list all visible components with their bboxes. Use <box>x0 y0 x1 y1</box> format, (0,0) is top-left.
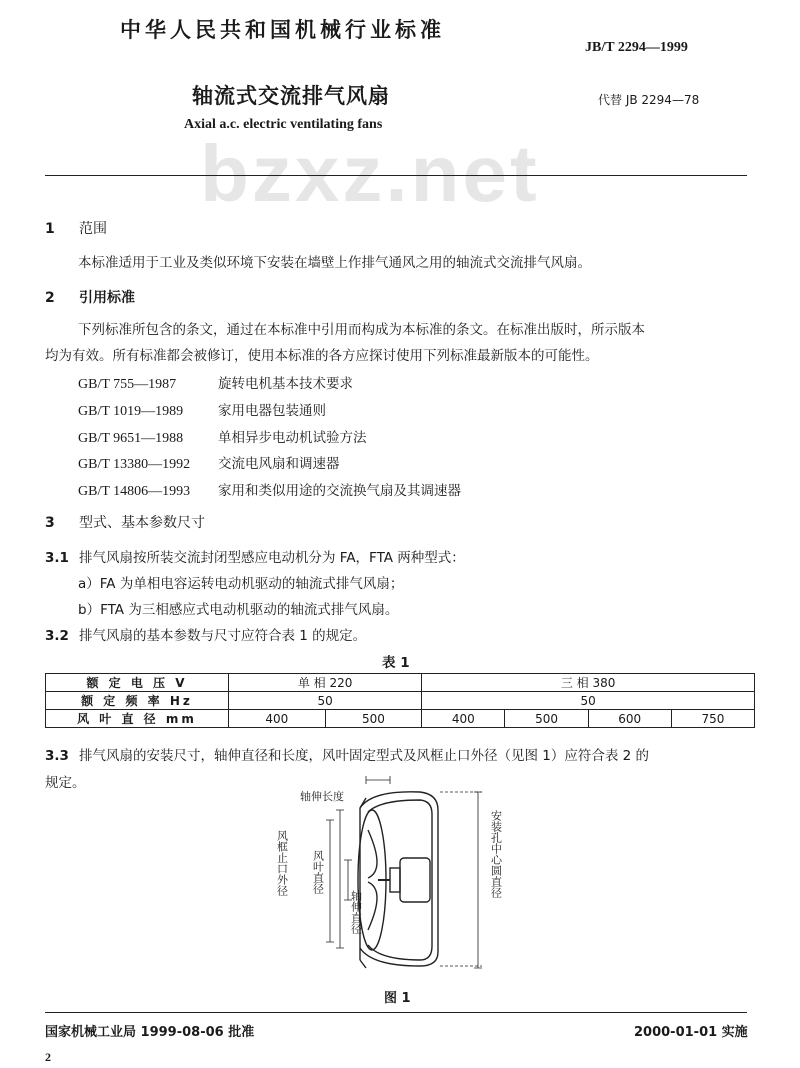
reference-code: GB/T 755—1987 <box>78 377 177 392</box>
table-row <box>46 710 755 728</box>
page-number: 2 <box>45 1050 51 1064</box>
document-title-en: Axial a.c. electric ventilating fans <box>184 117 383 132</box>
header-divider <box>45 175 747 176</box>
table-cell-diameter: 500 <box>325 710 422 728</box>
implementation-date: 2000-01-01 实施 <box>634 1025 748 1040</box>
reference-title: 旋转电机基本技术要求 <box>218 376 353 392</box>
replaces-standard: 代替 JB 2294—78 <box>598 93 700 107</box>
reference-code: GB/T 13380—1992 <box>78 457 191 472</box>
clause-3-1 <box>45 546 465 566</box>
section-3-heading <box>45 512 205 532</box>
figure-1-fan-drawing <box>260 770 520 980</box>
table-cell-diameter: 600 <box>588 710 671 728</box>
reference-title: 单相异步电动机试验方法 <box>218 430 367 446</box>
table-1 <box>45 673 755 728</box>
reference-item <box>78 399 326 420</box>
table-cell-diameter: 400 <box>229 710 326 728</box>
clause-3-3-text: 排气风扇的安装尺寸，轴伸直径和长度，风叶固定型式及风框止口外径（见图 1）应符合表 2 的 <box>79 748 650 764</box>
clause-3-1-text: 排气风扇按所装交流封闭型感应电动机分为 FA，FTA 两种型式： <box>79 550 465 566</box>
table-cell-diameter: 400 <box>422 710 505 728</box>
section-2-title: 引用标准 <box>79 290 135 306</box>
frame-diameter-dim <box>336 810 344 948</box>
figure-1-caption: 图 1 <box>384 991 411 1006</box>
clause-3-3-continuation: 规定。 <box>45 775 86 791</box>
issuing-organization: 中华人民共和国机械行业标准 <box>120 18 445 42</box>
clause-3-2-text: 排气风扇的基本参数与尺寸应符合表 1 的规定。 <box>79 628 367 644</box>
reference-code: GB/T 9651—1988 <box>78 431 184 446</box>
reference-item <box>78 426 367 447</box>
section-2-body-line2: 均为有效。所有标准都会被修订，使用本标准的各方应探讨使用下列标准最新版本的可能性。 <box>45 348 599 364</box>
reference-item <box>78 479 461 500</box>
shaft-length-dim <box>366 776 390 784</box>
blade-diameter-dim <box>326 820 334 942</box>
figure-label-blade-diameter: 风叶直径 <box>311 850 325 894</box>
section-2-number: 2 <box>45 290 55 306</box>
table-cell-diameter-label: 风 叶 直 径 mm <box>46 710 229 728</box>
clause-3-3-number: 3.3 <box>45 748 69 764</box>
watermark: bzxz.net <box>200 129 540 218</box>
table-cell-single-phase: 单 相 220 <box>229 674 422 692</box>
motor-neck <box>390 868 400 892</box>
section-1-body: 本标准适用于工业及类似环境下安装在墙壁上作排气通风之用的轴流式交流排气风扇。 <box>78 255 591 271</box>
reference-item <box>78 372 353 393</box>
table-cell-voltage-label: 额 定 电 压 V <box>46 674 229 692</box>
table-cell-frequency-single: 50 <box>229 692 422 710</box>
figure-label-frame-diameter: 风框止口外径 <box>275 830 289 896</box>
approval-info: 国家机械工业局 1999-08-06 批准 <box>45 1025 255 1040</box>
section-3-title: 型式、基本参数尺寸 <box>79 515 205 531</box>
reference-title: 家用和类似用途的交流换气扇及其调速器 <box>218 483 461 499</box>
reference-title: 家用电器包装通则 <box>218 403 326 419</box>
figure-label-shaft-length: 轴伸长度 <box>300 790 344 803</box>
clause-3-3 <box>45 744 649 764</box>
fan-blade <box>368 830 377 930</box>
document-title-cn: 轴流式交流排气风扇 <box>192 84 390 108</box>
motor-body <box>400 858 430 902</box>
table-cell-diameter: 750 <box>671 710 754 728</box>
table-cell-frequency-label: 额 定 频 率 Hz <box>46 692 229 710</box>
section-1-title: 范围 <box>79 221 107 237</box>
section-2-body-line1: 下列标准所包含的条文，通过在本标准中引用而构成为本标准的条文。在标准出版时，所示版本 <box>78 322 645 338</box>
table-1-caption: 表 1 <box>382 655 410 671</box>
reference-title: 交流电风扇和调速器 <box>218 456 340 472</box>
clause-3-2 <box>45 624 366 644</box>
section-2-heading <box>45 287 135 307</box>
figure-label-shaft-diameter: 轴伸直径 <box>349 890 363 934</box>
clause-3-1-number: 3.1 <box>45 550 69 566</box>
standard-code: JB/T 2294—1999 <box>585 40 688 55</box>
clause-3-2-number: 3.2 <box>45 628 69 644</box>
reference-item <box>78 452 340 473</box>
reference-code: GB/T 14806—1993 <box>78 484 191 499</box>
list-item-b: b）FTA 为三相感应式电动机驱动的轴流式排气风扇。 <box>78 602 399 618</box>
mount-diameter-dim <box>474 792 482 968</box>
reference-code: GB/T 1019—1989 <box>78 404 184 419</box>
figure-label-mount-diameter: 安装孔中心圆直径 <box>489 810 503 898</box>
footer-divider <box>45 1012 747 1013</box>
table-cell-diameter: 500 <box>505 710 588 728</box>
table-row <box>46 674 755 692</box>
table-cell-frequency-three: 50 <box>422 692 755 710</box>
list-item-a: a）FA 为单相电容运转电动机驱动的轴流式排气风扇； <box>78 576 404 592</box>
section-3-number: 3 <box>45 515 55 531</box>
section-1-heading <box>45 218 107 238</box>
table-row <box>46 692 755 710</box>
section-1-number: 1 <box>45 221 55 237</box>
fan-housing-outline <box>360 792 438 966</box>
table-cell-three-phase: 三 相 380 <box>422 674 755 692</box>
